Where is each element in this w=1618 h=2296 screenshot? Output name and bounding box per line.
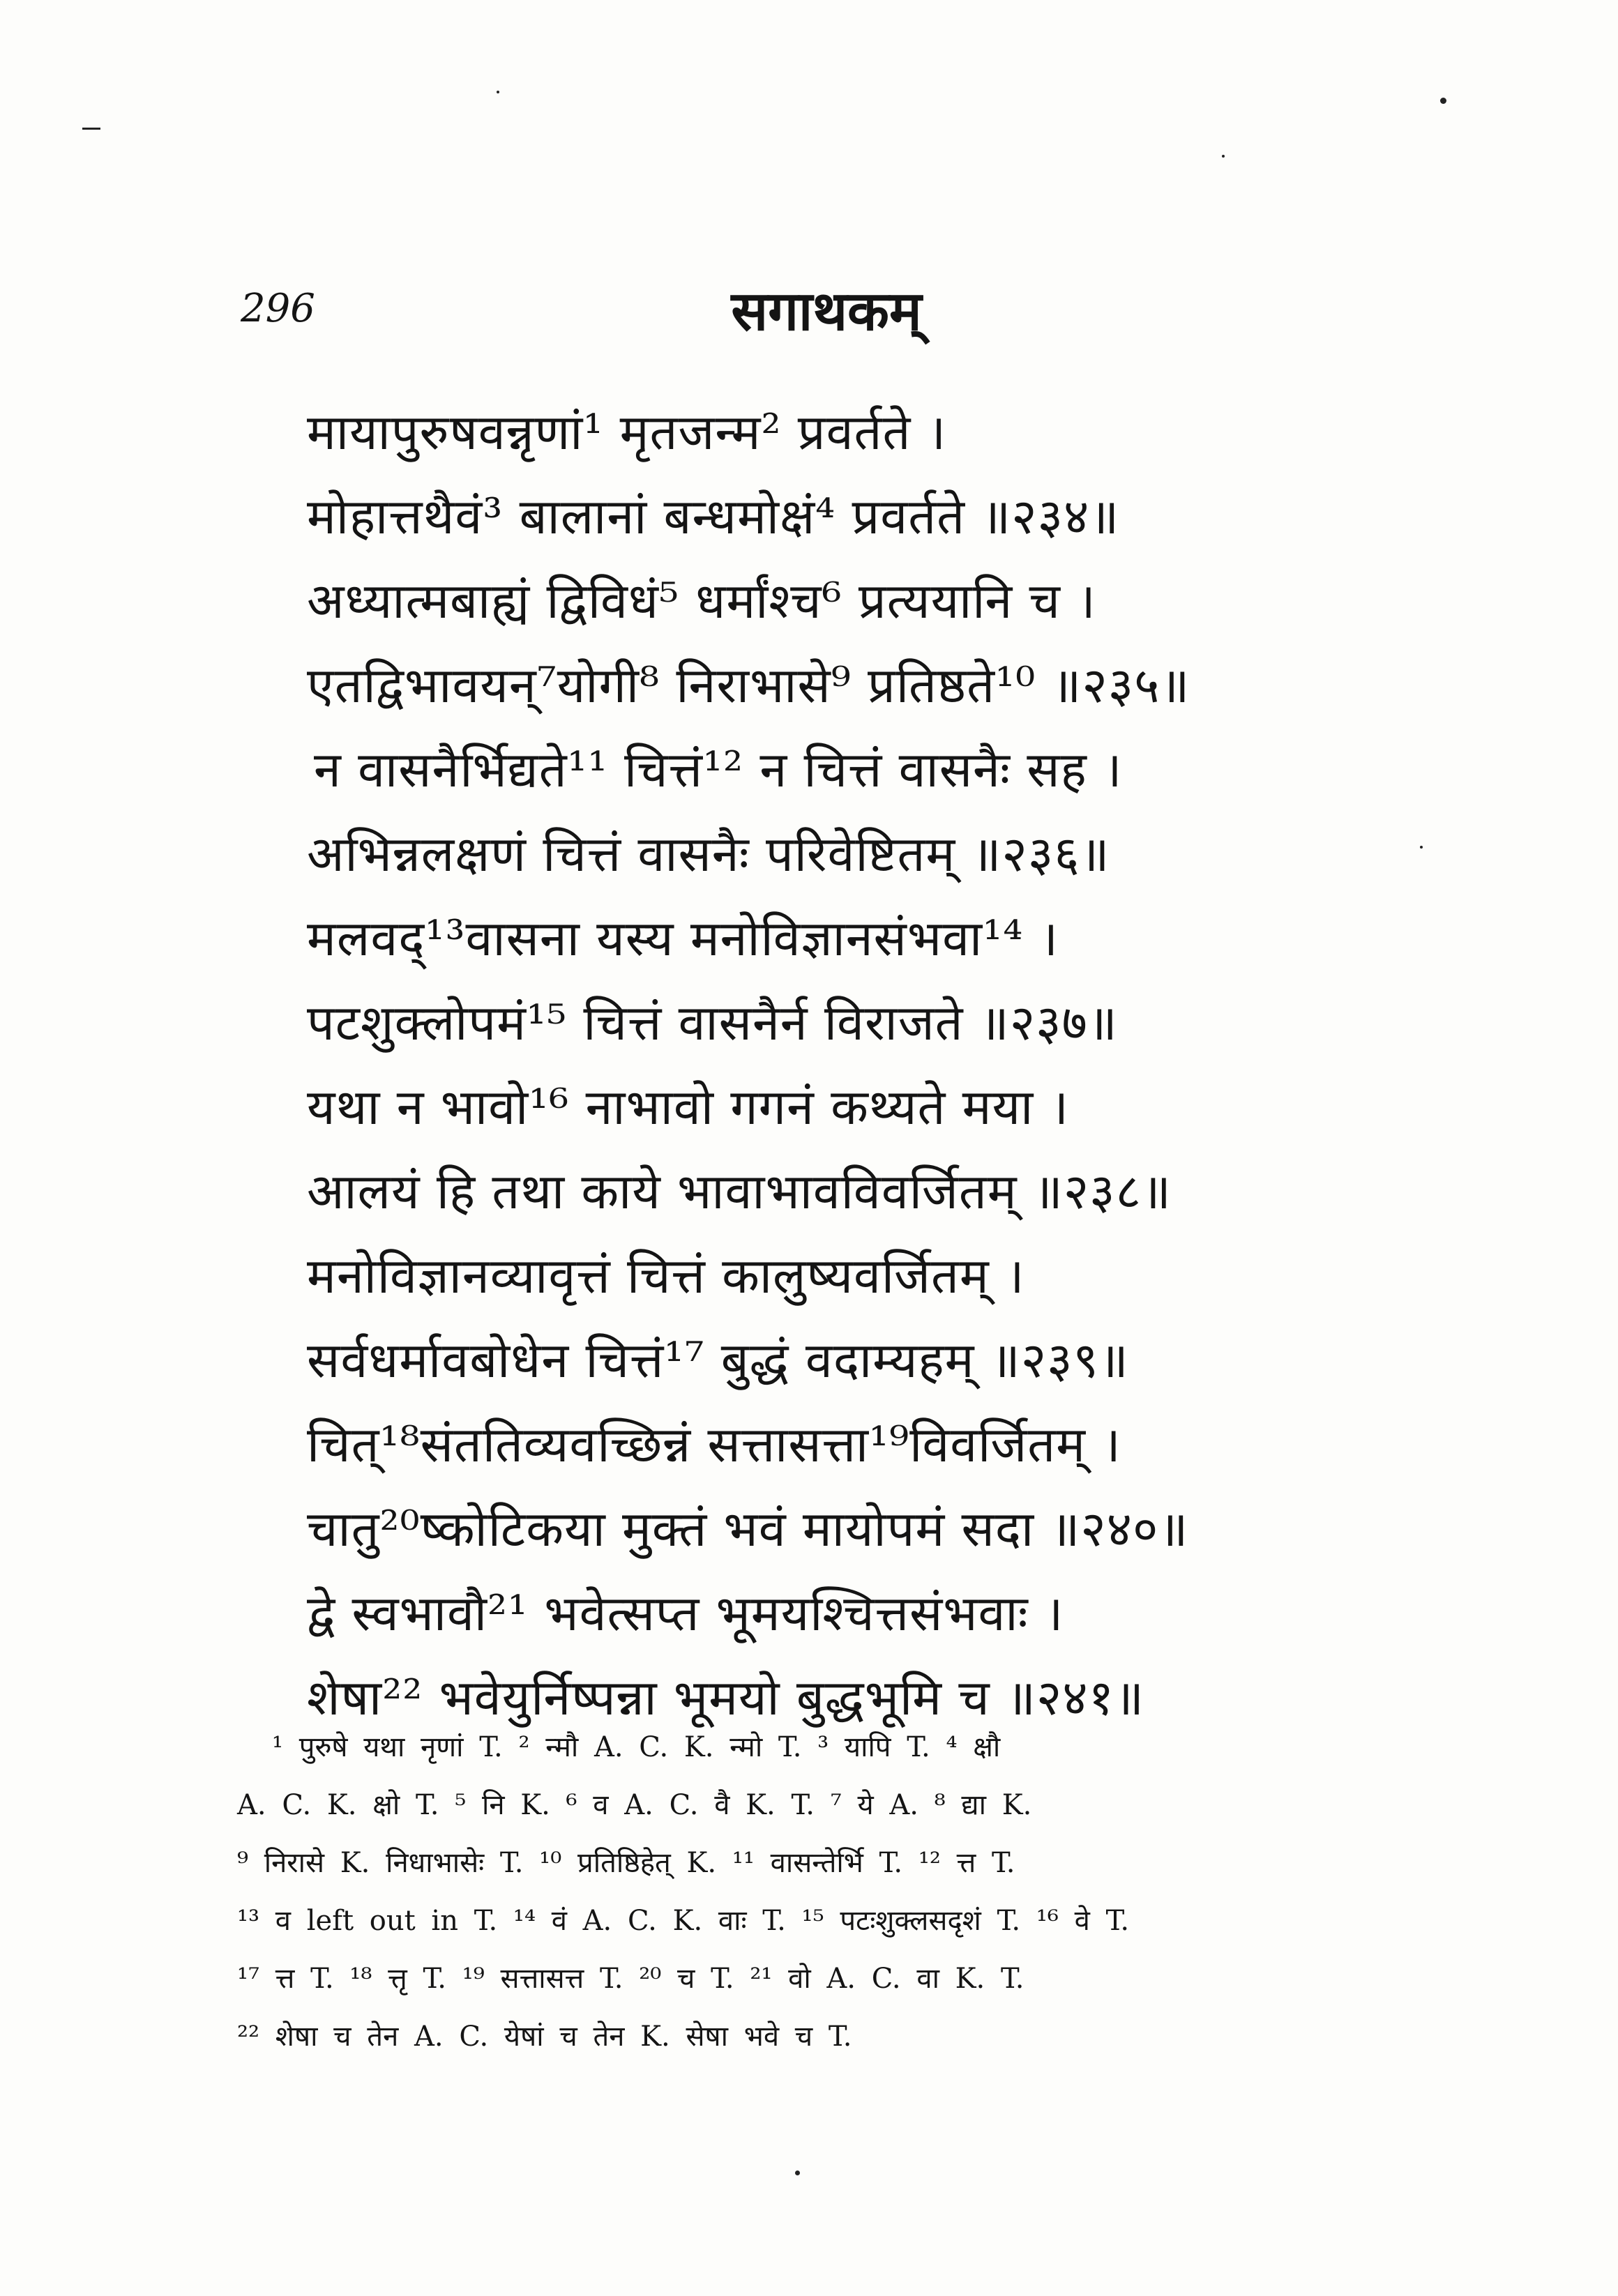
verse-line: एतद्विभावयन्⁷योगी⁸ निराभासे⁹ प्रतिष्ठते¹⁰ ॥२३५॥ xyxy=(307,657,1190,714)
verse-line: न वासनैर्भिद्यते¹¹ चित्तं¹² न चित्तं वासनैः सह । xyxy=(314,741,1123,798)
verse-line: शेषा²² भवेयुर्निष्पन्ना भूमयो बुद्धभूमि च ॥२४१॥ xyxy=(307,1669,1145,1726)
footnote-line: A. C. K. क्षो T. ⁵ नि K. ⁶ व A. C. वै K. T. ⁷ ये A. ⁸ द्या K. xyxy=(237,1789,1032,1821)
verse-line: यथा न भावो¹⁶ नाभावो गगनं कथ्यते मया । xyxy=(307,1079,1070,1136)
scan-speck xyxy=(795,2170,800,2175)
verse-line: मायापुरुषवन्नृणां¹ मृतजन्म² प्रवर्तते । xyxy=(307,404,947,461)
footnote-line: ²² शेषा च तेन A. C. येषां च तेन K. सेषा भवे च T. xyxy=(237,2021,852,2053)
footnote-line: ⁹ निरासे K. निधाभासेः T. ¹⁰ प्रतिष्ठिहेत् K. ¹¹ वासन्तेर्भि T. ¹² त्त T. xyxy=(237,1847,1015,1879)
scan-mark xyxy=(82,128,100,130)
scan-speck xyxy=(497,91,499,93)
verse-block xyxy=(307,390,1437,1740)
verse-line: अभिन्नलक्षणं चित्तं वासनैः परिवेष्टितम् ॥२३६॥ xyxy=(307,826,1110,883)
footnote-line: ¹⁷ त्त T. ¹⁸ त्तृ T. ¹⁹ सत्तासत्त T. ²⁰ च T. ²¹ वो A. C. वा K. T. xyxy=(237,1963,1025,1995)
running-title: सगाथकम् xyxy=(731,280,922,343)
verse-line: सर्वधर्मावबोधेन चित्तं¹⁷ बुद्धं वदाम्यहम् ॥२३९॥ xyxy=(307,1332,1129,1389)
verse-line: अध्यात्मबाह्यं द्विविधं⁵ धर्मांश्च⁶ प्रत्ययानि च । xyxy=(307,572,1096,630)
page-number: 296 xyxy=(241,286,315,331)
verse-line: द्वे स्वभावौ²¹ भवेत्सप्त भूमयश्चित्तसंभवाः । xyxy=(307,1585,1064,1642)
footnote-line: ¹³ व left out in T. ¹⁴ वं A. C. K. वाः T. ¹⁵ पटःशुक्लसदृशं T. ¹⁶ वे T. xyxy=(237,1905,1130,1937)
verse-line: चित्¹⁸संततिव्यवच्छिन्नं सत्तासत्ता¹⁹विवर्जितम् । xyxy=(307,1416,1121,1473)
verse-line: मनोविज्ञानव्यावृत्तं चित्तं कालुष्यवर्जितम् । xyxy=(307,1247,1025,1305)
verse-line: मोहात्तथैवं³ बालानां बन्धमोक्षं⁴ प्रवर्तते ॥२३४॥ xyxy=(307,488,1120,545)
verse-line: पटशुक्लोपमं¹⁵ चित्तं वासनैर्न विराजते ॥२३७॥ xyxy=(307,994,1118,1051)
verse-line: चातु²⁰ष्कोटिकया मुक्तं भवं मायोपमं सदा ॥२४०॥ xyxy=(307,1500,1189,1558)
scan-speck xyxy=(1222,155,1225,158)
page-header xyxy=(241,272,1412,349)
verse-line: आलयं हि तथा काये भावाभावविवर्जितम् ॥२३८॥ xyxy=(307,1163,1172,1220)
footnotes xyxy=(237,1719,1423,2066)
verse-line: मलवद्¹³वासना यस्य मनोविज्ञानसंभवा¹⁴ । xyxy=(307,910,1059,967)
scan-speck xyxy=(1440,98,1446,104)
footnote-line: ¹ पुरुषे यथा नृणां T. ² न्मौ A. C. K. न्मो T. ³ यापि T. ⁴ क्षौ xyxy=(272,1731,1001,1763)
